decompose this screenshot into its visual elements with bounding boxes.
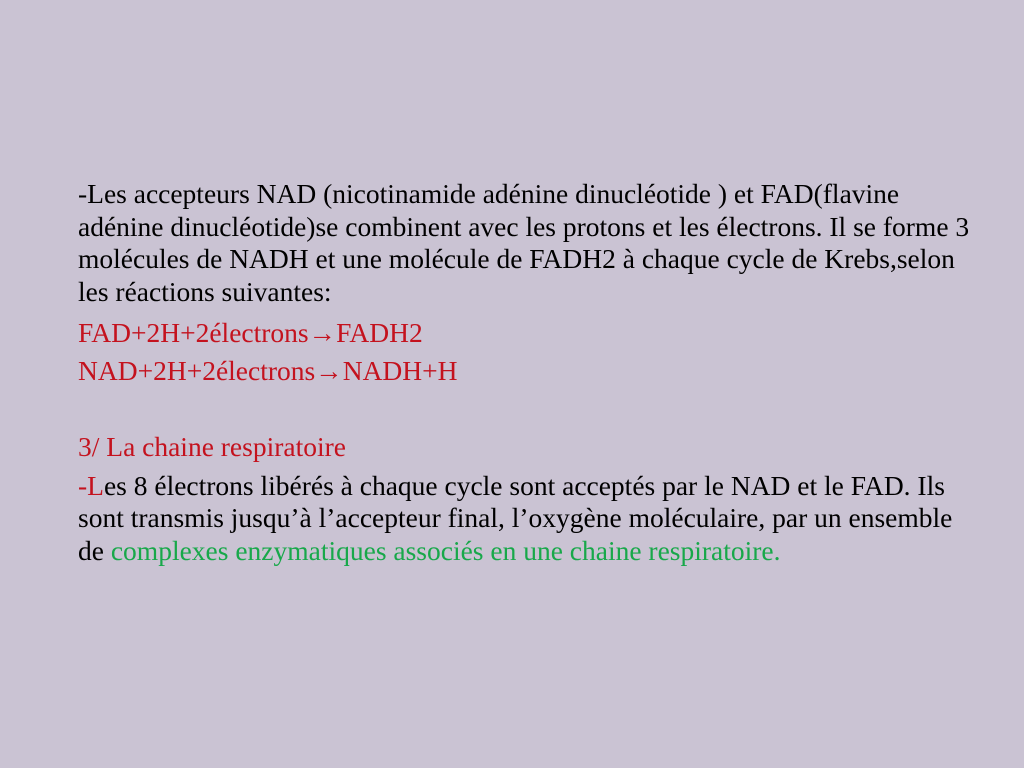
paragraph-body: es 8 électrons libérés à chaque cycle sont acceptés par le NAD et le FAD. Ils sont transmis jusqu’à l’accepteur final, l’oxygène moléculaire, par un ensemble de	[78, 469, 953, 566]
chain-paragraph	[78, 470, 978, 568]
equation-nad: NAD+2H+2électrons→NADH+H	[78, 354, 458, 386]
intro-paragraph: -Les accepteurs NAD (nicotinamide adénine dinucléotide ) et FAD(flavine adénine dinucléotide)se combinent avec les protons et les électrons. Il se forme 3 molécules de NADH et une molécule de FADH2 à chaque cycle de Krebs,selon les réactions suivantes:	[78, 178, 970, 307]
paragraph-prefix: -L	[78, 469, 104, 501]
paragraph-highlight: complexes enzymatiques associés en une chaine respiratoire.	[110, 534, 781, 566]
equation-fad: FAD+2H+2électrons→FADH2	[78, 317, 423, 348]
slide-content	[78, 178, 978, 567]
section-heading: 3/ La chaine respiratoire	[78, 431, 346, 462]
